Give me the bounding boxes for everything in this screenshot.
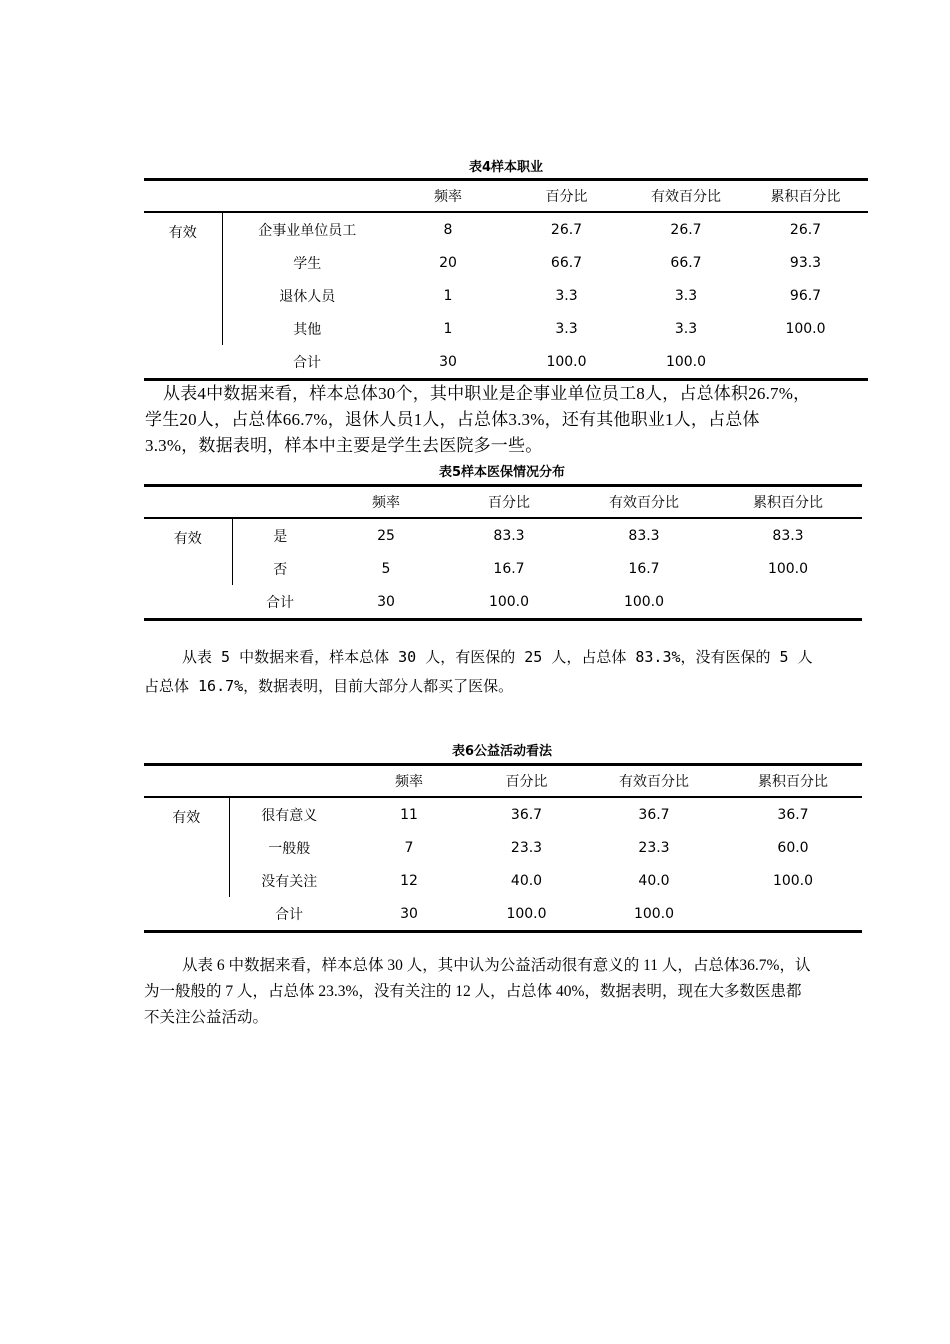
group-label: 有效: [144, 797, 229, 897]
table-header-row: [144, 486, 862, 519]
table-cell: 3.3: [555, 287, 578, 304]
row-label: 合计: [229, 897, 349, 932]
row-label: 是: [273, 528, 288, 545]
row-label: 学生: [293, 255, 322, 272]
paragraph-table-4-analysis: 从表4中数据来看，样本总体30个，其中职业是企事业单位员工8人，占总体积26.7%，学生20人，占总体66.7%，退休人员1人，占总体3.3%，还有其他职业1人，占总体3.3%，数据表明，样本中主要是学生去医院多一些。: [145, 384, 811, 455]
column-header: 频率: [392, 180, 504, 213]
table-cell: 36.7: [777, 806, 809, 823]
table-cell: 83.3: [628, 527, 660, 544]
table-row: [144, 585, 862, 620]
table-cell: 66.7: [670, 254, 702, 271]
table-cell: 3.3: [674, 287, 698, 304]
column-header: 百分比: [469, 765, 584, 798]
table-cell: 7: [404, 839, 414, 856]
column-header: 百分比: [444, 486, 574, 519]
table-cell: 30: [392, 345, 504, 380]
row-label: 很有意义: [261, 807, 318, 824]
table-row: [144, 797, 862, 831]
table-5: [144, 484, 862, 621]
table-cell: 26.7: [789, 221, 822, 238]
row-label: 企事业单位员工: [258, 222, 357, 239]
table-cell: 25: [377, 527, 395, 544]
table-cell: 11: [400, 806, 418, 823]
table-cell: 20: [439, 254, 457, 271]
column-header: 有效百分比: [629, 180, 743, 213]
table-6-caption: 表6公益活动看法: [451, 744, 553, 759]
table-cell: 5: [381, 560, 391, 577]
table-cell: 100.0: [772, 872, 814, 889]
column-header: 百分比: [504, 180, 629, 213]
table-cell: 100.0: [504, 345, 629, 380]
table-row: [144, 345, 868, 380]
table-row: [144, 279, 868, 312]
table-4-caption: 表4样本职业: [468, 160, 544, 175]
table-cell: 36.7: [510, 806, 543, 823]
table-cell: 100.0: [785, 320, 826, 337]
table-cell: 26.7: [550, 221, 583, 238]
table-cell: 23.3: [510, 839, 543, 856]
table-cell: 23.3: [638, 839, 670, 856]
row-label: 其他: [293, 321, 322, 338]
paragraph-table-5-analysis: 从表 5 中数据来看，样本总体 30 人，有医保的 25 人，占总体 83.3%，没有医保的 5 人占总体 16.7%，数据表明，目前大部分人都买了医保。: [144, 648, 813, 695]
table-cell: 100.0: [574, 585, 714, 620]
column-header: 累积百分比: [743, 180, 868, 213]
table-cell: 30: [349, 897, 469, 932]
table-cell: 8: [443, 221, 453, 238]
table-row: [144, 312, 868, 345]
row-label: 一般般: [268, 840, 311, 857]
table-row: [144, 897, 862, 932]
table-cell: 40.0: [510, 872, 543, 889]
table-cell: 96.7: [789, 287, 822, 304]
row-label: 合计: [222, 345, 392, 380]
table-cell: 83.3: [493, 527, 525, 544]
column-header: [222, 180, 392, 213]
table-cell: [724, 897, 862, 932]
table-row: [144, 246, 868, 279]
table-cell: 100.0: [444, 585, 574, 620]
column-header: [229, 765, 349, 798]
group-label: 有效: [144, 518, 232, 585]
table-4: [144, 178, 868, 381]
paragraph-table-6-analysis: 从表 6 中数据来看，样本总体 30 人，其中认为公益活动很有意义的 11 人，占总体36.7%，认为一般般的 7 人，占总体 23.3%，没有关注的 12 人，占总体 40%，数据表明，现在大多数医患都不关注公益活动。: [144, 957, 811, 1026]
table-cell: 30: [328, 585, 444, 620]
table-row: [144, 518, 862, 552]
column-header: 频率: [328, 486, 444, 519]
column-header: 累积百分比: [714, 486, 862, 519]
empty-cell: [144, 585, 232, 620]
table-cell: 1: [443, 287, 453, 304]
empty-cell: [144, 897, 229, 932]
table-cell: 16.7: [493, 560, 525, 577]
table-cell: 26.7: [670, 221, 702, 238]
column-header: [144, 180, 222, 213]
table-cell: 3.3: [555, 320, 578, 337]
table-cell: 83.3: [772, 527, 804, 544]
column-header: [232, 486, 328, 519]
group-label: 有效: [144, 212, 222, 345]
table-cell: 93.3: [789, 254, 822, 271]
table-row: [144, 212, 868, 246]
table-cell: 100.0: [629, 345, 743, 380]
column-header: 累积百分比: [724, 765, 862, 798]
table-row: [144, 552, 862, 585]
column-header: 频率: [349, 765, 469, 798]
table-cell: [714, 585, 862, 620]
row-label: 合计: [232, 585, 328, 620]
table-cell: 16.7: [628, 560, 660, 577]
table-header-row: [144, 765, 862, 798]
table-cell: [743, 345, 868, 380]
table-cell: 36.7: [638, 806, 670, 823]
row-label: 没有关注: [261, 873, 318, 890]
table-cell: 60.0: [777, 839, 809, 856]
table-row: [144, 864, 862, 897]
column-header: 有效百分比: [574, 486, 714, 519]
table-6: [144, 763, 862, 933]
table-header-row: [144, 180, 868, 213]
table-cell: 1: [443, 320, 453, 337]
table-cell: 3.3: [674, 320, 698, 337]
column-header: [144, 765, 229, 798]
table-cell: 100.0: [469, 897, 584, 932]
column-header: 有效百分比: [584, 765, 724, 798]
table-5-caption: 表5样本医保情况分布: [438, 465, 566, 480]
table-cell: 40.0: [638, 872, 670, 889]
table-cell: 100.0: [584, 897, 724, 932]
table-row: [144, 831, 862, 864]
table-cell: 66.7: [550, 254, 583, 271]
table-cell: 100.0: [767, 560, 809, 577]
empty-cell: [144, 345, 222, 380]
row-label: 退休人员: [279, 288, 336, 305]
row-label: 否: [273, 561, 288, 578]
column-header: [144, 486, 232, 519]
table-cell: 12: [400, 872, 418, 889]
